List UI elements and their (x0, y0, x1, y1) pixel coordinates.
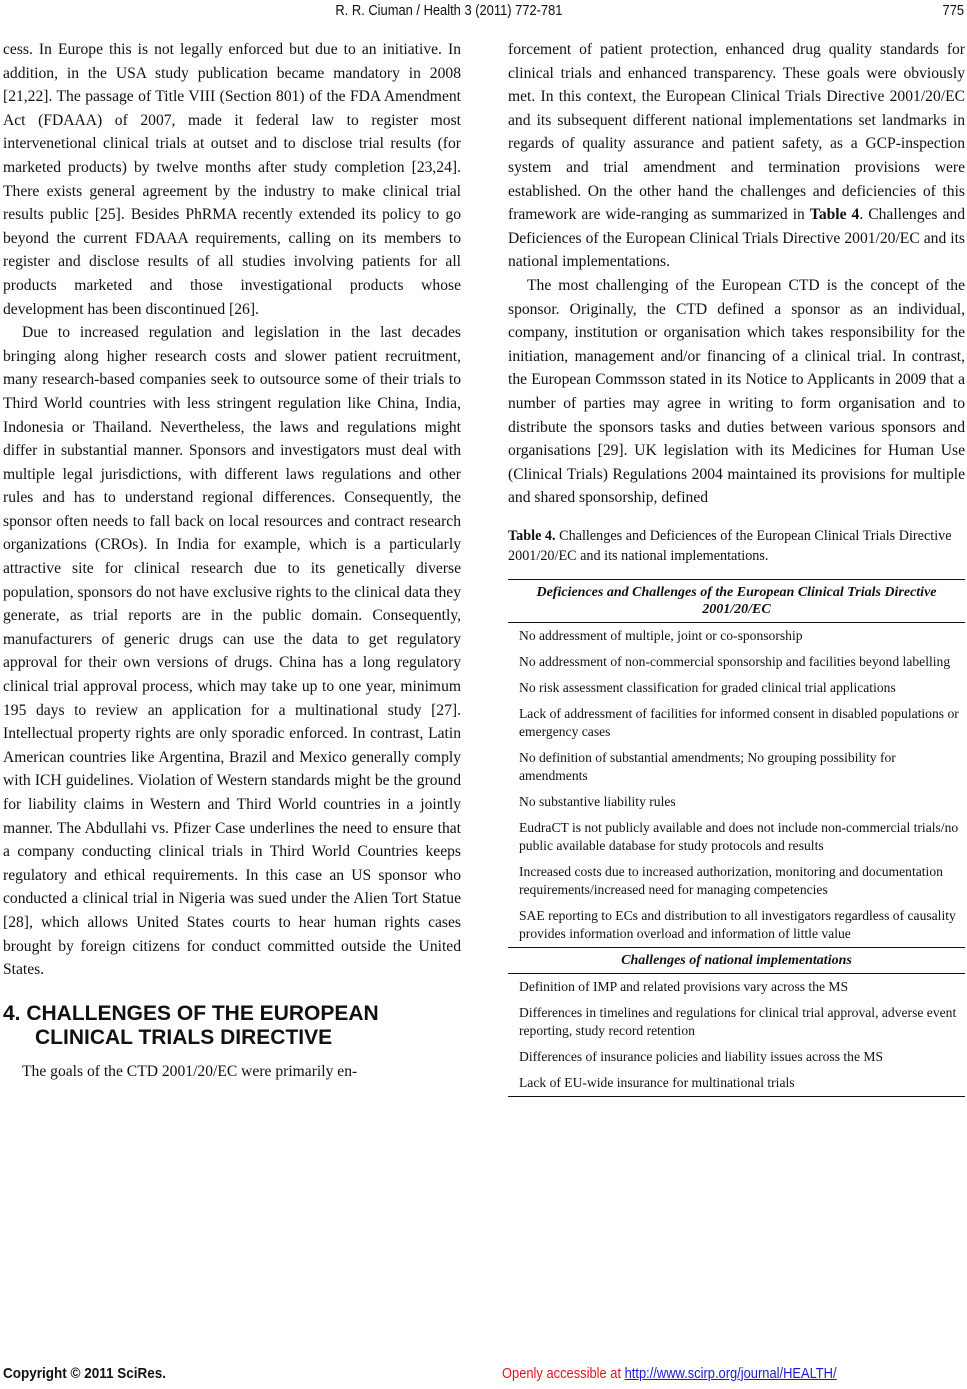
right-column (508, 38, 965, 1097)
paragraph-text: . Challenges and Deficiences of the European Clinical Trials Directive 2001/20/EC and its national implementations. (508, 206, 966, 271)
table-cell: No addressment of multiple, joint or co-sponsorship (519, 627, 803, 643)
table-row (508, 622, 965, 649)
table-cell: Differences of insurance policies and liability issues across the MS (519, 1048, 884, 1064)
table-row (508, 649, 965, 675)
section-header-cell: Challenges of national implementations (508, 947, 965, 973)
table-section-header (508, 947, 965, 973)
table-row (508, 675, 965, 701)
section-header-text: 2001/20/EC (702, 601, 771, 617)
table-4 (508, 579, 965, 1097)
paragraph-text: forcement of patient protection, enhanced drug quality standards for clinical trials and enhanced transparency. These goals were obviously met. In this context, the European Clinical Trials Directive 2001/20/EC and its subsequent different national implementations set landmarks in regards of quality assurance and patient safety, as a GCP-inspection system and trial amendment and termination provisions were established. On the other hand the challenges and deficiencies of this framework are wide-ranging as summarized in (508, 41, 965, 224)
body-paragraph: The most challenging of the European CTD is the concept of the sponsor. Originally, the CTD defined a sponsor as an individual, company, institution or organisation which takes responsibility for the initiation, management and/or financing of a clinical trial. In contrast, the European Commsson stated in its Notice to Applicants in 2009 that a number of parties may agree in writing to form organisation and to distribute the sponsors tasks and duties between various sponsors and organisations [29]. UK legislation with its Medicines for Human Use (Clinical Trials) Regulations 2004 maintained its provisions for multiple and shared sponsorship, defined (508, 276, 965, 507)
table-cell: Definition of IMP and related provisions vary across the MS (519, 978, 849, 994)
table-row (508, 859, 965, 903)
table-caption (508, 526, 965, 566)
body-paragraph: cess. In Europe this is not legally enforced but due to an initiative. In addition, in the USA study publication became mandatory in 2008 [21,22]. The passage of Title VIII (Section 801) of the FDA Amendment Act (FDAAA) of 2007, made it federal law to register most intervenetional clinical trials at outset and to disclose trial results (for marketed products) by twelve months after study completion [23,24]. There exists general agreement by the industry to make clinical trial results public [25]. Besides PhRMA recently extended its policy to go beyond the current FDAAA requirements, calling on its members to register and disclose results of all studies involving patients for all products marketed and those investigational products whose development has been discontinued [26]. (3, 41, 461, 318)
table-reference-link[interactable]: Table 4 (809, 206, 860, 224)
copyright-notice: Copyright © 2011 SciRes. (3, 1365, 167, 1382)
table-row (508, 815, 965, 859)
body-paragraph (508, 38, 965, 274)
table-row (508, 745, 965, 789)
table-row (508, 1000, 965, 1044)
table-section-header (508, 579, 965, 622)
table-cell: Increased costs due to increased authorization, monitoring and documentation requirements/increased need for managing competencies (519, 863, 943, 897)
table-cell: No substantive liability rules (519, 793, 676, 809)
open-access-label: Openly accessible at (502, 1365, 625, 1382)
running-title: R. R. Ciuman / Health 3 (2011) 772-781 (335, 2, 563, 19)
table-row (508, 903, 965, 948)
left-column (3, 38, 461, 1083)
table-cell: Lack of EU-wide insurance for multinational trials (508, 1070, 965, 1097)
section-header-text: Deficiences and Challenges of the European Clinical Trials Directive (536, 584, 937, 600)
table-cell: SAE reporting to ECs and distribution to all investigators regardless of causality provides information overload and information of little value (519, 907, 956, 941)
table-row (508, 1044, 965, 1070)
table-caption-label: Table 4. (508, 527, 556, 544)
body-paragraph: Due to increased regulation and legislation in the last decades bringing along higher research costs and slower patient recruitment, many research-based companies seek to outsource some of their trials to Third World countries with less stringent regulation like China, India, Indonesia or Thailand. Nevertheless, the laws and regulations might differ in substantial manner. Sponsors and investigators must deal with multiple legal jurisdictions, with different laws regulations and other rules and has to understand regional differences. Consequently, the sponsor often needs to fall back on local resources and contract research organizations (CROs). In India for example, which is a particularly attractive site for clinical research due to its genetically diverse population, sponsors do not have exclusive rights to the clinical data they generate, as trial reports are in the public domain. Consequently, manufacturers of generic drugs can use the data to get regulatory approval for their own versions of drugs. China has a long regulatory clinical trial approval process, which may take up to one year, minimum 195 days to review an application for a multinational study [27]. Intellectual property rights are only sporadic enforced. In contrast, Latin American countries like Argentina, Brazil and Mexico generally comply with ICH guidelines. Violation of Western standards might be the ground for liability claims in Western and Third World countries in a jointly manner. The Abdullahi vs. Pfizer Case underlines the need to ensure that a company conducting clinical trials in Third World Countries keeps regulatory and ethical requirements. In this case an US sponsor who conducted a clinical trial in Nigeria was sued under the Alien Tort Statue [28], which allows United States courts to hear human rights cases brought by foreign citizens for conduct committed outside the United States. (3, 324, 461, 979)
open-access-notice (502, 1365, 837, 1382)
body-paragraph: The goals of the CTD 2001/20/EC were primarily en- (22, 1062, 358, 1080)
table-cell: No addressment of non-commercial sponsorship and facilities beyond labelling (519, 653, 951, 669)
table-cell: No definition of substantial amendments; No grouping possibility for amendments (519, 749, 896, 783)
page-number: 775 (942, 2, 965, 19)
section-header-cell (508, 579, 965, 622)
table-cell: No risk assessment classification for graded clinical trial applications (519, 679, 896, 695)
table-row (508, 1070, 965, 1097)
table-row (508, 701, 965, 745)
table-cell: Differences in timelines and regulations for clinical trial approval, adverse event reporting, study record retention (519, 1004, 957, 1038)
table-row (508, 973, 965, 1000)
table-cell: Lack of addressment of facilities for informed consent in disabled populations or emergency cases (519, 705, 959, 739)
running-header (0, 2, 965, 24)
section-heading: 4. CHALLENGES OF THE EUROPEAN CLINICAL TRIALS DIRECTIVE (3, 1001, 379, 1049)
table-row (508, 789, 965, 815)
table-cell: EudraCT is not publicly available and does not include non-commercial trials/no public available database for study protocols and results (519, 819, 959, 853)
journal-url-link[interactable]: http://www.scirp.org/journal/HEALTH/ (624, 1365, 837, 1382)
table-caption-text: Challenges and Deficiences of the European Clinical Trials Directive 2001/20/EC and its national implementations. (508, 527, 952, 564)
page-footer (0, 1365, 967, 1387)
